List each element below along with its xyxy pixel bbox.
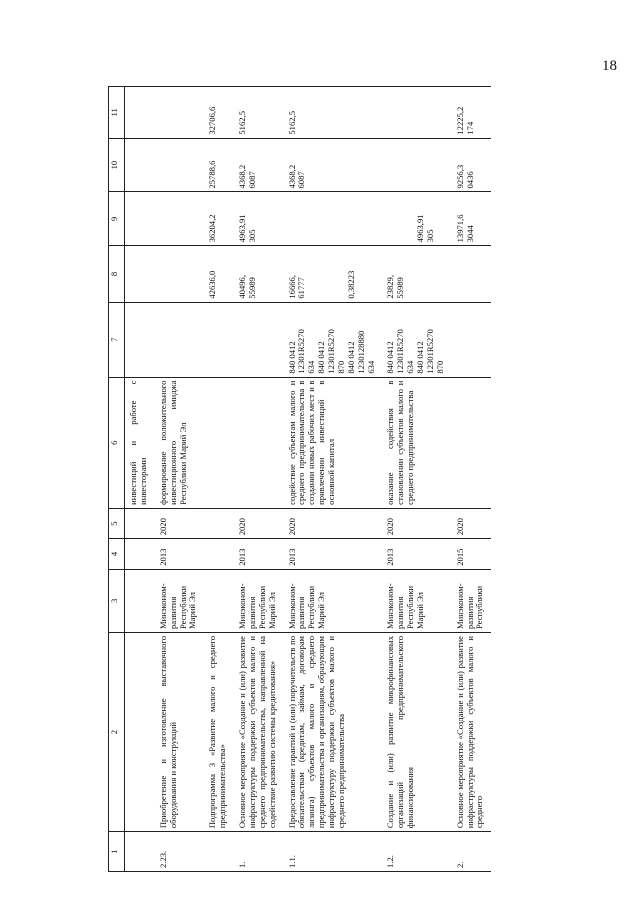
cell-col-5 — [125, 508, 155, 538]
cell-col-6 — [452, 377, 492, 508]
cell-col-8: 42636,0 — [204, 246, 234, 302]
cell-col-8: 16666, 61777 0,38223 — [284, 246, 383, 302]
cell-col-5: 2020 — [284, 508, 383, 538]
cell-col-4: 2013 — [382, 539, 451, 569]
cell-col-7 — [155, 302, 205, 377]
cell-col-5: 2020 — [382, 508, 451, 538]
cell-col-2: Основное мероприятие «Создание и (или) развитие инфраструктуры поддержки субъектов малого и среднего предпринимательства, направленной на содействие развитию системы кредитования» — [234, 633, 284, 832]
cell-col-10 — [155, 138, 205, 192]
cell-col-6: оказание содействия в становлении субъектов малого и среднего предпринимательства — [382, 377, 451, 508]
page-number: 18 — [602, 58, 617, 74]
cell-col-6 — [234, 377, 284, 508]
cell-col-9: 4963,91 305 — [382, 192, 451, 246]
cell-col-5: 2020 — [452, 508, 492, 538]
cell-col-6 — [204, 377, 234, 508]
cell-col-8: 23829, 55989 — [382, 246, 451, 302]
cell-col-5 — [204, 508, 234, 538]
cell-col-10 — [125, 138, 155, 192]
cell-col-6: формирование положительного инвестиционного имиджа Республики Марий Эл — [155, 377, 205, 508]
cell-col-11 — [382, 87, 451, 139]
cell-col-6: инвестиций и работе с инвесторами — [125, 377, 155, 508]
cell-col-11: 5162,5 — [234, 87, 284, 139]
cell-col-4: 2013 — [155, 539, 205, 569]
cell-col-7: 840 0412 12301R5270 634 840 0412 12301R5270 870 — [382, 302, 451, 377]
cell-col-1: 1.2. — [382, 832, 451, 872]
cell-col-11 — [155, 87, 205, 139]
column-header-9: 9 — [109, 192, 125, 246]
cell-col-2: Предоставление гарантий и (или) поручительств по обязательствам (кредитам, займам, договорам лизинга) субъектов малого и среднего предпринимательства и организациям, образующим инфраструктуру поддержки субъектов малого и среднего предпринимательства — [284, 633, 383, 832]
table-row — [155, 87, 205, 872]
cell-col-1: 1. — [234, 832, 284, 872]
cell-col-11: 5162,5 — [284, 87, 383, 139]
cell-col-8: 40496, 55989 — [234, 246, 284, 302]
column-header-4: 4 — [109, 539, 125, 569]
cell-col-11: 12225,2 174 — [452, 87, 492, 139]
cell-col-3 — [125, 569, 155, 632]
column-header-6: 6 — [109, 377, 125, 508]
cell-col-10: 9256,3 0436 — [452, 138, 492, 192]
cell-col-1 — [204, 832, 234, 872]
cell-col-9: 36204,2 — [204, 192, 234, 246]
table-row — [125, 87, 155, 872]
cell-col-4 — [125, 539, 155, 569]
cell-col-3: Минэконом-развития Республики Марий Эл — [234, 569, 284, 632]
cell-col-1: 1.1. — [284, 832, 383, 872]
column-header-8: 8 — [109, 246, 125, 302]
column-header-3: 3 — [109, 569, 125, 632]
table-body — [125, 87, 492, 872]
cell-col-8 — [155, 246, 205, 302]
cell-col-3: Минэконом-развития Республики Марий Эл — [155, 569, 205, 632]
cell-col-8 — [452, 246, 492, 302]
cell-col-5: 2020 — [155, 508, 205, 538]
cell-col-1: 2.23. — [155, 832, 205, 872]
cell-col-3 — [204, 569, 234, 632]
cell-col-2: Основное мероприятие «Создание и (или) развитие инфраструктуры поддержки субъектов малого и среднего — [452, 633, 492, 832]
cell-col-5: 2020 — [234, 508, 284, 538]
cell-col-10: 4368,2 6087 — [234, 138, 284, 192]
cell-col-9: 4963,91 305 — [234, 192, 284, 246]
cell-col-4: 2013 — [284, 539, 383, 569]
cell-col-10: 25788,6 — [204, 138, 234, 192]
table-row — [382, 87, 451, 872]
table-row — [234, 87, 284, 872]
cell-col-7 — [125, 302, 155, 377]
table-row — [204, 87, 234, 872]
program-table — [108, 86, 491, 872]
column-header-7: 7 — [109, 302, 125, 377]
cell-col-2: Приобретение и изготовление выставочного оборудования и конструкций — [155, 633, 205, 832]
cell-col-3: Минэконом-развития Республики Марий Эл — [284, 569, 383, 632]
cell-col-10: 4368,2 6087 — [284, 138, 383, 192]
column-header-5: 5 — [109, 508, 125, 538]
column-header-10: 10 — [109, 138, 125, 192]
cell-col-10 — [382, 138, 451, 192]
cell-col-7 — [234, 302, 284, 377]
cell-col-7 — [452, 302, 492, 377]
cell-col-9 — [125, 192, 155, 246]
cell-col-7 — [204, 302, 234, 377]
column-header-11: 11 — [109, 87, 125, 139]
cell-col-2: Создание и (или) развитие микрофинансовых организаций предпринимательского финансирования — [382, 633, 451, 832]
cell-col-6: содействие субъектам малого и среднего предпринимательства в создании новых рабочих мест и в привлечении инвестиций в основной капитал — [284, 377, 383, 508]
rotated-page — [108, 86, 613, 872]
column-header-2: 2 — [109, 633, 125, 832]
cell-col-9 — [284, 192, 383, 246]
table-row — [452, 87, 492, 872]
cell-col-9 — [155, 192, 205, 246]
cell-col-9: 13971,6 3044 — [452, 192, 492, 246]
cell-col-4: 2015 — [452, 539, 492, 569]
cell-col-7: 840 0412 12301R5270 634 840 0412 12301R5270 870 840 0412 1230128880 634 — [284, 302, 383, 377]
cell-col-3: Минэконом-развития Республики Марий Эл — [382, 569, 451, 632]
cell-col-4 — [204, 539, 234, 569]
cell-col-2: Подпрограмма 3 «Развитие малого и среднего предпринимательства» — [204, 633, 234, 832]
column-header-1: 1 — [109, 832, 125, 872]
cell-col-11 — [125, 87, 155, 139]
table-row — [284, 87, 383, 872]
cell-col-8 — [125, 246, 155, 302]
cell-col-2 — [125, 633, 155, 832]
header-row — [109, 87, 125, 872]
cell-col-1: 2. — [452, 832, 492, 872]
cell-col-11: 32706,6 — [204, 87, 234, 139]
cell-col-4: 2013 — [234, 539, 284, 569]
cell-col-1 — [125, 832, 155, 872]
cell-col-3: Минэконом-развития Республики — [452, 569, 492, 632]
